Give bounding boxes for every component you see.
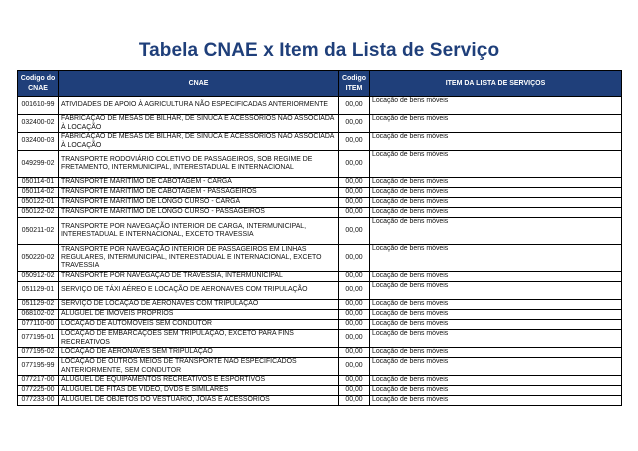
item-code-cell: 00,00	[339, 218, 370, 245]
cnae-code-cell: 077195-01	[18, 330, 59, 348]
cnae-code-cell: 050114-02	[18, 188, 59, 198]
cnae-code-cell: 051129-02	[18, 300, 59, 310]
item-code-cell: 00,00	[339, 348, 370, 358]
cnae-description-cell: TRANSPORTE POR NAVEGAÇÃO INTERIOR DE PASSAGEIROS EM LINHAS REGULARES, INTERMUNICIPAL, INTERESTADUAL E INTERNACIONAL, EXCETO TRAVESSIA	[59, 245, 339, 272]
service-description-cell: Locação de bens móveis	[370, 358, 622, 376]
table-row	[18, 133, 622, 151]
item-code-cell: 00,00	[339, 310, 370, 320]
cnae-code-cell: 077195-02	[18, 348, 59, 358]
cnae-table	[17, 70, 622, 406]
cnae-description-cell: ALUGUEL DE FITAS DE VÍDEO, DVDS E SIMILARES	[59, 386, 339, 396]
cnae-code-cell: 050211-02	[18, 218, 59, 245]
service-description-cell: Locação de bens móveis	[370, 348, 622, 358]
table-row	[18, 282, 622, 300]
table-row	[18, 358, 622, 376]
cnae-description-cell: ALUGUEL DE EQUIPAMENTOS RECREATIVOS E ESPORTIVOS	[59, 376, 339, 386]
service-description-cell: Locação de bens móveis	[370, 97, 622, 115]
item-code-cell: 00,00	[339, 115, 370, 133]
cnae-code-cell: 049299-02	[18, 151, 59, 178]
cnae-code-cell: 077195-99	[18, 358, 59, 376]
table-row	[18, 97, 622, 115]
table-row	[18, 151, 622, 178]
cnae-code-cell: 050114-01	[18, 178, 59, 188]
cnae-description-cell: LOCAÇÃO DE EMBARCAÇÕES SEM TRIPULAÇÃO, EXCETO PARA FINS RECREATIVOS	[59, 330, 339, 348]
cnae-description-cell: TRANSPORTE MARÍTIMO DE LONGO CURSO - PASSAGEIROS	[59, 208, 339, 218]
table-row	[18, 310, 622, 320]
cnae-description-cell: LOCAÇÃO DE AUTOMÓVEIS SEM CONDUTOR	[59, 320, 339, 330]
cnae-code-cell: 077225-00	[18, 386, 59, 396]
cnae-code-cell: 077110-00	[18, 320, 59, 330]
table-row	[18, 198, 622, 208]
item-code-cell: 00,00	[339, 208, 370, 218]
header-cnae: CNAE	[59, 71, 339, 97]
item-code-cell: 00,00	[339, 320, 370, 330]
cnae-code-cell: 032400-02	[18, 115, 59, 133]
item-code-cell: 00,00	[339, 358, 370, 376]
item-code-cell: 00,00	[339, 272, 370, 282]
table-row	[18, 218, 622, 245]
cnae-code-cell: 077217-00	[18, 376, 59, 386]
item-code-cell: 00,00	[339, 188, 370, 198]
item-code-cell: 00,00	[339, 330, 370, 348]
service-description-cell: Locação de bens móveis	[370, 282, 622, 300]
cnae-description-cell: TRANSPORTE MARÍTIMO DE CABOTAGEM - CARGA	[59, 178, 339, 188]
cnae-description-cell: LOCAÇÃO DE OUTROS MEIOS DE TRANSPORTE NÃO ESPECIFICADOS ANTERIORMENTE, SEM CONDUTOR	[59, 358, 339, 376]
cnae-code-cell: 068102-02	[18, 310, 59, 320]
item-code-cell: 00,00	[339, 300, 370, 310]
cnae-code-cell: 051129-01	[18, 282, 59, 300]
service-description-cell: Locação de bens móveis	[370, 151, 622, 178]
service-description-cell: Locação de bens móveis	[370, 218, 622, 245]
table-body	[18, 97, 622, 406]
cnae-description-cell: ALUGUEL DE OBJETOS DO VESTUÁRIO, JÓIAS E ACESSÓRIOS	[59, 396, 339, 406]
cnae-code-cell: 050220-02	[18, 245, 59, 272]
service-description-cell: Locação de bens móveis	[370, 330, 622, 348]
table-row	[18, 272, 622, 282]
cnae-description-cell: ATIVIDADES DE APOIO À AGRICULTURA NÃO ESPECIFICADAS ANTERIORMENTE	[59, 97, 339, 115]
item-code-cell: 00,00	[339, 245, 370, 272]
cnae-description-cell: LOCAÇÃO DE AERONAVES SEM TRIPULAÇÃO	[59, 348, 339, 358]
item-code-cell: 00,00	[339, 198, 370, 208]
table-row	[18, 188, 622, 198]
cnae-code-cell: 032400-03	[18, 133, 59, 151]
cnae-code-cell: 050122-01	[18, 198, 59, 208]
item-code-cell: 00,00	[339, 376, 370, 386]
cnae-description-cell: TRANSPORTE POR NAVEGAÇÃO DE TRAVESSIA, INTERMUNICIPAL	[59, 272, 339, 282]
table-row	[18, 348, 622, 358]
service-description-cell: Locação de bens móveis	[370, 188, 622, 198]
table-row	[18, 330, 622, 348]
cnae-description-cell: FABRICAÇÃO DE MESAS DE BILHAR, DE SINUCA E ACESSÓRIOS NÃO ASSOCIADA À LOCAÇÃO	[59, 115, 339, 133]
item-code-cell: 00,00	[339, 178, 370, 188]
service-description-cell: Locação de bens móveis	[370, 272, 622, 282]
service-description-cell: Locação de bens móveis	[370, 133, 622, 151]
page-title: Tabela CNAE x Item da Lista de Serviço	[138, 40, 500, 61]
cnae-code-cell: 050912-02	[18, 272, 59, 282]
service-description-cell: Locação de bens móveis	[370, 376, 622, 386]
table-row	[18, 245, 622, 272]
table-row	[18, 300, 622, 310]
cnae-description-cell: TRANSPORTE RODOVIÁRIO COLETIVO DE PASSAGEIROS, SOB REGIME DE FRETAMENTO, INTERMUNICIPAL, INTERESTADUAL E INTERNACIONAL	[59, 151, 339, 178]
cnae-description-cell: FABRICAÇÃO DE MESAS DE BILHAR, DE SINUCA E ACESSÓRIOS NÃO ASSOCIADA À LOCAÇÃO	[59, 133, 339, 151]
header-code: Codigo do CNAE	[18, 71, 59, 97]
item-code-cell: 00,00	[339, 386, 370, 396]
cnae-description-cell: TRANSPORTE MARÍTIMO DE CABOTAGEM - PASSAGEIROS	[59, 188, 339, 198]
item-code-cell: 00,00	[339, 97, 370, 115]
table-row	[18, 320, 622, 330]
header-item: Codigo ITEM	[339, 71, 370, 97]
cnae-code-cell: 077233-00	[18, 396, 59, 406]
service-description-cell: Locação de bens móveis	[370, 178, 622, 188]
header-service: ITEM DA LISTA DE SERVIÇOS	[370, 71, 622, 97]
item-code-cell: 00,00	[339, 151, 370, 178]
service-description-cell: Locação de bens móveis	[370, 310, 622, 320]
table-row	[18, 386, 622, 396]
item-code-cell: 00,00	[339, 396, 370, 406]
table-row	[18, 115, 622, 133]
cnae-description-cell: SERVIÇO DE LOCAÇÃO DE AERONAVES COM TRIPULAÇÃO	[59, 300, 339, 310]
cnae-description-cell: TRANSPORTE POR NAVEGAÇÃO INTERIOR DE CARGA, INTERMUNICIPAL, INTERESTADUAL E INTERNACIONAL, EXCETO TRAVESSIA	[59, 218, 339, 245]
table-header-row	[18, 71, 622, 97]
service-description-cell: Locação de bens móveis	[370, 198, 622, 208]
cnae-description-cell: TRANSPORTE MARÍTIMO DE LONGO CURSO - CARGA	[59, 198, 339, 208]
cnae-description-cell: ALUGUEL DE IMÓVEIS PRÓPRIOS	[59, 310, 339, 320]
table-row	[18, 208, 622, 218]
table-row	[18, 376, 622, 386]
service-description-cell: Locação de bens móveis	[370, 396, 622, 406]
table-row	[18, 178, 622, 188]
cnae-code-cell: 050122-02	[18, 208, 59, 218]
service-description-cell: Locação de bens móveis	[370, 300, 622, 310]
service-description-cell: Locação de bens móveis	[370, 320, 622, 330]
service-description-cell: Locação de bens móveis	[370, 245, 622, 272]
cnae-code-cell: 001610-99	[18, 97, 59, 115]
cnae-description-cell: SERVIÇO DE TÁXI AÉREO E LOCAÇÃO DE AERONAVES COM TRIPULAÇÃO	[59, 282, 339, 300]
service-description-cell: Locação de bens móveis	[370, 208, 622, 218]
service-description-cell: Locação de bens móveis	[370, 386, 622, 396]
service-description-cell: Locação de bens móveis	[370, 115, 622, 133]
table-row	[18, 396, 622, 406]
item-code-cell: 00,00	[339, 282, 370, 300]
item-code-cell: 00,00	[339, 133, 370, 151]
